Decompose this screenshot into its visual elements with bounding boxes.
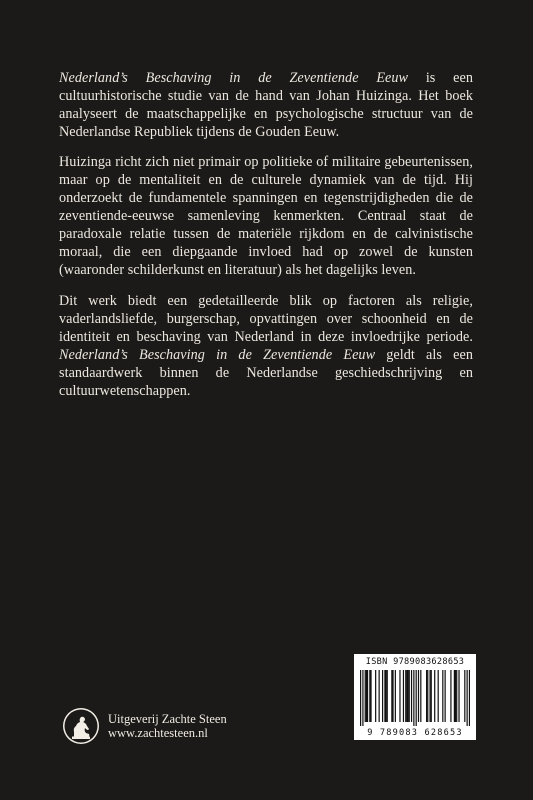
publisher-name: Uitgeverij Zachte Steen: [108, 712, 227, 726]
barcode-bar: [418, 670, 419, 722]
blurb-paragraph-1: [59, 69, 473, 141]
barcode-bar: [392, 670, 393, 722]
blurb-paragraph-3: [59, 292, 473, 400]
barcode-bar: [411, 670, 412, 722]
barcode-bar: [360, 670, 361, 726]
barcode-bar: [370, 670, 371, 722]
barcode-bar: [431, 670, 432, 722]
barcode-bars: [360, 670, 470, 726]
barcode-bar: [420, 670, 421, 722]
barcode-bar: [469, 670, 470, 726]
barcode-bar: [434, 670, 435, 722]
barcode-bar: [379, 670, 380, 722]
barcode-bar: [367, 670, 368, 722]
paragraph-text: Huizinga richt zich niet primair op politieke of militaire gebeurtenissen, maar op de mentaliteit en de culturele dynamiek van de tijd. Hij onderzoekt de fundamentele spanningen en tegenstrijdigheden die de zeventiende-eeuwse samenleving kenmerkten. Centraal staat de paradoxale relatie tussen de materiële rijkdom en de calvinistische moraal, die een diepgaande invloed had op zowel de kunsten (waaronder schilderkunst en literatuur) als het dagelijks leven.: [59, 154, 473, 278]
barcode-bar: [454, 670, 455, 722]
isbn-barcode: [354, 654, 476, 740]
barcode-bar: [413, 670, 414, 726]
barcode-bar: [458, 670, 459, 722]
paragraph-text: Dit werk biedt een gedetailleerde blik op factoren als religie, vaderlandsliefde, burgerschap, opvattingen over schoonheid en de identiteit en beschaving van Nederland in deze invloedrijke periode.: [59, 293, 473, 345]
barcode-bar: [403, 670, 404, 722]
barcode-bar: [362, 670, 363, 726]
barcode-bar: [438, 670, 439, 722]
barcode-bar: [426, 670, 427, 722]
publisher-website: www.zachtesteen.nl: [108, 726, 208, 740]
barcode-bar: [395, 670, 396, 722]
book-title-italic: Nederland’s Beschaving in de Zeventiende Eeuw: [59, 70, 409, 86]
paragraph-text: geldt als een standaardwerk binnen de Nederlandse geschiedschrijving en cultuurwetenschappen.: [59, 347, 473, 399]
barcode-bar: [427, 670, 428, 722]
barcode-bar: [375, 670, 376, 722]
isbn-label: ISBN 9789083628653: [365, 657, 465, 667]
barcode-bar: [409, 670, 410, 722]
paragraph-text: is een cultuurhistorische studie van de hand van Johan Huizinga. Het boek analyseert de maatschappelijke en psychologische structuur van de Nederlandse Republiek tijdens de Gouden Eeuw.: [59, 70, 473, 140]
barcode-bar: [445, 670, 446, 722]
barcode-bar: [387, 670, 388, 722]
book-title-italic: Nederland’s Beschaving in de Zeventiende Eeuw: [59, 347, 376, 363]
barcode-bar: [365, 670, 366, 722]
barcode-bar: [369, 670, 370, 722]
barcode-bar: [406, 670, 407, 722]
blurb-paragraph-2: [59, 153, 473, 279]
barcode-bar: [464, 670, 465, 722]
barcode-bar: [384, 670, 385, 722]
barcode-bar: [429, 670, 430, 722]
barcode-bar: [450, 670, 451, 722]
barcode-bar: [385, 670, 386, 722]
barcode-bar: [456, 670, 457, 722]
barcode-digits: 9 789083 628653: [367, 728, 463, 738]
barcode-bar: [442, 670, 443, 722]
barcode-bar: [391, 670, 392, 722]
publisher-block: [62, 707, 227, 745]
barcode-bar: [407, 670, 408, 722]
thinker-statue-logo-icon: [62, 707, 100, 745]
barcode-bar: [405, 670, 406, 722]
barcode-bar: [399, 670, 400, 722]
barcode-bar: [455, 670, 456, 722]
barcode-bar: [382, 670, 383, 722]
barcode-bar: [416, 670, 417, 726]
barcode-bar: [467, 670, 468, 726]
barcode-bar: [366, 670, 367, 722]
